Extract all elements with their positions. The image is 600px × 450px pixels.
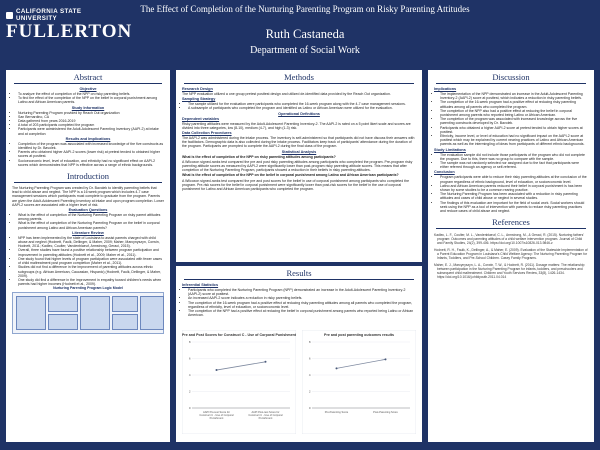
shield-icon xyxy=(6,12,13,19)
results-panel xyxy=(176,266,422,442)
logic-box xyxy=(140,296,164,330)
list-item: • Studies did not find a difference in the improvement of parenting attitudes across ethnic subgroups (e.g. African American, Caucasian, Hispanic) (Hodnett, Faulk, Dellinger, & Maher, 2009). xyxy=(18,265,164,278)
lit-review-list xyxy=(12,236,164,286)
list-item: • Latino and African American parents reduced their belief in corporal punishment is has been shown by some studies to be a common rearing practice. xyxy=(440,184,588,192)
implications-list xyxy=(434,92,588,147)
y-tick-label: 6 xyxy=(308,356,311,361)
x-tick-label: AAPI Post-test Score for Construct C - Use of Corporal Punishment xyxy=(248,411,283,420)
discussion-heading: Discussion xyxy=(436,72,586,84)
inferential-list xyxy=(182,288,416,317)
y-tick-label: 2 xyxy=(188,389,191,394)
data-point xyxy=(265,361,267,363)
study-info-list xyxy=(12,111,164,136)
results-charts xyxy=(182,330,416,436)
list-item: • San Bernardino, CA xyxy=(18,115,164,119)
implications-title: Implications xyxy=(434,87,457,91)
logic-model-title: Nurturing Parenting Program Logic Model xyxy=(53,286,123,291)
opdef-title: Operational Definitions xyxy=(278,111,320,116)
list-item: • Parents who obtained higher AAPI-2 scores (lower risk) at pretest tended to obtained higher scores at posttest. xyxy=(18,150,164,158)
campus-name: FULLERTON xyxy=(6,21,133,42)
inferential-title: Inferential Statistics xyxy=(182,283,219,287)
logic-box xyxy=(16,296,46,330)
methods-heading: Methods xyxy=(184,72,414,84)
chart-frame xyxy=(182,330,296,434)
data-point xyxy=(216,369,218,371)
reference-item: Kadlec, L. F., Coulter, M. L., Vandenblaeuf, C. L., Armstrong, M., & Geraci, R. (2015). Nurturing fathers' program: Outcomes and parenting attitudes of a child welfare intervention program. Journal of Child and Family Studies, 24(2), 399-406. https://doi.org/10.1007/s10826-013-9846-z xyxy=(434,233,584,246)
left-column xyxy=(6,70,170,442)
limitations-title: Study Limitations xyxy=(434,147,466,152)
list-item: • The evaluation sample did not include those participants of the program who did not complete the program. Due to this, there was no group to compare with the sample. xyxy=(440,153,588,161)
corporal-punishment-chart xyxy=(182,330,296,434)
list-item: • The sample utilized for the evaluation were participants who completed the 16-week program along with the 4-7 case management sessions. xyxy=(188,102,416,106)
list-item: • Socioeconomic level, level of education, and ethnicity had no significant effect on AAPI-2 scores which demonstrates that NPP is effective across a range of ethnic backgrounds. xyxy=(18,159,164,167)
list-item: • Overall, three studies have found a positive relationship between program participation and improvement in parenting attitudes (Hodnett et al., 2009; Maher et al., 2011). xyxy=(18,248,164,256)
stat-analysis-title: Statistical Analysis xyxy=(281,149,317,154)
y-tick-label: 0 xyxy=(188,406,191,410)
abstract-heading: Abstract xyxy=(14,72,162,84)
data-collection-text: The AAPI-2 was administered during the intake process. The inventory is self-administered so that participants did not have discuss their answers with the facilitators. Demographic data is also collected during the intake process. Facilitators keep track of participants' attendance during the duration of the program. Participants are prompted to complete the AAPI-2 during the final class of the program. xyxy=(182,136,415,149)
list-item: • The completion of the program was associated with increased knowledge across the five parenting constructs developed by Dr. Bavolek. xyxy=(440,117,588,125)
list-item: • A subsample of participants who completed the program and identified as Latino or African American were utilized for the evaluation. xyxy=(188,106,416,110)
results-impl-list xyxy=(12,142,164,167)
list-item: • What is the effect of completion of the Nurturing Parenting Program on the belief in corporal punishment among Latino and African American parents? xyxy=(18,221,164,229)
y-tick-label: 0 xyxy=(308,406,311,410)
list-item: • Data gathered from years 2016-2019 xyxy=(18,119,164,123)
list-item: • Ethnicity, income level, or level of education had no significant impact on the AAPI-2 score at posttest which may be explained by current nearing practices of Latino and African American parents as well as the intermingling of ideas from participants of different ethnic backgrounds. xyxy=(440,134,588,147)
list-item: • What is the effect of completion of the Nurturing Parenting Program on risky parent attitudes among parents. xyxy=(18,213,164,221)
results-impl-title: Results and Implications xyxy=(65,136,111,141)
conclusion-title: Conclusion xyxy=(434,170,455,175)
x-tick-label: Post-Parenting Score xyxy=(373,411,398,414)
dv-text: Risky parenting attitudes were measured by the Adult-Adolescent Parenting Inventory-2. The AAPI-2 is rated on a 5 point likert scale and scores are divided into three categories, low (8-10), medium (4-7), and high (1-3) risk. xyxy=(182,121,411,130)
list-item: • An increased AAPI-2 score indicates a reduction in risky parenting beliefs. xyxy=(188,296,416,300)
y-tick-label: 4 xyxy=(188,373,191,377)
logic-box xyxy=(112,314,138,330)
eval-questions-list xyxy=(12,213,164,230)
list-item: • The sample was not randomly selected nor assigned due to the fact that participants were either referred through an agency or self-referred. xyxy=(440,161,588,169)
data-collection-title: Data Collection Procedures xyxy=(182,131,232,136)
limitations-list xyxy=(434,153,588,170)
list-item: • Participants who obtained a higher AAPI-2 score at pretest tended to obtain higher scores at posttest. xyxy=(440,126,588,134)
list-item: • The findings of this evaluation are important for the field of social work. Social workers should seek using the NPP as a tool of intervention with parents to reduce risky parenting practices and reduce cases of child abuse and neglect. xyxy=(440,201,588,214)
list-item: • Completion of the program was associated with increased knowledge of the five constructs as identified by Dr. Bavolek. xyxy=(18,142,164,150)
logic-box xyxy=(48,314,78,330)
y-tick-label: 2 xyxy=(308,389,311,394)
author-name: Ruth Castaneda xyxy=(265,27,345,41)
list-item: • The completion of the NPP had a positive effect at reducing the belief in corporal punishment among parents who reported being Latino or African American. xyxy=(188,309,416,317)
department-name: Department of Social Work xyxy=(250,45,360,56)
question-1: What is the effect of completion of the NPP on risky parenting attitudes among participants? xyxy=(182,154,336,159)
list-item: • NPP has been implemented by the state of Louisiana to assist parents charged with child abuse and neglect (Hodnett, Faulk, Dellinger, & Maher, 2009; Maher, Marcynyszyn, Corwin, Hodnett, 2011; Kadlec, Coulter, Vandenblaeuf, Armstrong, Geraci, 2015). xyxy=(18,236,164,249)
chart-frame xyxy=(302,330,416,434)
list-item: • Program participants were able to reduce their risky parenting attitudes at the conclusion of the program regardless of ethnic background, level of education, or socioeconomic level. xyxy=(440,175,588,183)
references-list xyxy=(428,233,594,279)
list-item: • Participants who completed the Nurturing Parenting Program (NPP) demonstrated an increase in the Adult-Adolescent Parenting Inventory-2 (AAPI-2) score at posttest. xyxy=(188,288,416,296)
parenting-outcomes-chart xyxy=(302,330,416,434)
list-item: • A total of 203 participants completed the program xyxy=(18,123,164,127)
methods-panel xyxy=(176,70,422,262)
list-item: • One study did find a difference in the improvement in empathy toward children's needs when parents had higher incomes (Hodnett et al., 2009). xyxy=(18,278,164,286)
study-info-title: Study Information xyxy=(71,105,105,110)
reference-item: Hodnett, R. H., Faulk, K., Dellinger, A., & Maher, E. (2009). Evaluation of the Statewide Implementation of a Parent Education Program in Louisiana's Child Welfare Agency: The Nurturing Parenting Program for Infants, Toddlers, and Pre-School Children. Casey Family Programs. xyxy=(434,248,588,261)
chart-title: Pre and post parenting outcomes results xyxy=(324,333,394,337)
y-tick-label: 8 xyxy=(188,340,191,344)
sampling-title: Sampling Strategy xyxy=(182,97,216,102)
lit-review-title: Literature Review xyxy=(72,230,104,235)
eval-questions-title: Evaluation Questions xyxy=(68,208,108,213)
list-item: • The Nurturing Parenting Program has been associated with a reduction in risky parenting attitudes and cases of child abuse or neglect in several studies. xyxy=(440,192,588,200)
right-column xyxy=(428,70,594,442)
list-item: • The completion of the 16-week program had a positive effect at reducing risky parenting attitudes among all parents who completed the program, regardless of ethnicity, level of education, or socioeconomic level. xyxy=(188,301,416,309)
poster-title: The Effect of Completion of the Nurturing Parenting Program on Risky Parenting Attitudes xyxy=(140,4,470,14)
sampling-list xyxy=(182,102,416,110)
university-name: CALIFORNIA STATE UNIVERSITY xyxy=(15,8,82,22)
answer-2: A Wilcoxon signed-ranks test compared the pre and post scores for the belief in use of corporal punishment among participants who completed the program. Pre-risk scores for the belief in corporal punishment were significantly lower than post-risk scores for the belief in the use of corporal punishment for Latino and African American participants who completed the program. xyxy=(182,178,410,192)
logic-box xyxy=(80,296,110,330)
list-item: • Participants were administered the Adult-Adolescent Parenting Inventory (AAPI-2) at intake and at completion xyxy=(18,127,164,135)
logic-box xyxy=(48,296,78,312)
university-logo xyxy=(6,8,133,42)
answer-1: A Wilcoxon signed-ranks test compared the pre and post risky parenting attitudes among participants who completed the program. Pre-program risky parenting attitude scores as measured by AAPI-2 were significantly lower than post-program risky parenting attitude scores. This means that after completion of the Nurturing Parenting Program, participants showed a reduction in their beliefs in risky parenting attitudes. xyxy=(182,159,413,173)
logic-box xyxy=(112,296,138,312)
x-tick-label: AAPI Pre-test Score for Construct C - Use of Corporal Punishment xyxy=(199,411,234,420)
list-item: • Nurturing Parenting Program provided by Reach Out organization xyxy=(18,111,164,115)
conclusion-list xyxy=(434,175,588,213)
data-point xyxy=(336,367,338,369)
dv-title: Dependent variables xyxy=(182,116,220,121)
question-2: What is the effect of completion of the NPP on the belief in corporal punishment among Latino and African American participants? xyxy=(182,173,399,178)
poster-header xyxy=(0,0,600,68)
list-item: • The completion of the NPP also had a positive effect at reducing the belief in corporal punishment among parents who reported being Latino or African American. xyxy=(440,109,588,117)
objective-list xyxy=(12,92,164,105)
objective-title: Objective xyxy=(79,87,97,91)
list-item: • One study found that higher levels of program participation were associated with fewer cases of child maltreatment post program completion (Maher et al., 2011). xyxy=(18,257,164,265)
design-text: The NPP evaluation utilized a one group pretest posttest design and utilized de-identified data provided by the Reach Out organization. xyxy=(182,92,391,96)
y-tick-label: 8 xyxy=(308,340,311,344)
references-heading: References xyxy=(436,217,586,229)
chart-title: Pre and Post Scores for Construct C - Use of Corporal Punishment xyxy=(182,333,296,337)
list-item: • To analyze the effect of completion of the NPP on risky parenting beliefs. xyxy=(18,92,164,96)
introduction-text: The Nurturing Parenting Program was created by Dr. Bavolek to identify parenting beliefs that lead to child abuse and neglect. The NPP is a 16 week program which includes 4-7 case management sessions which participants must complete to graduate from the program. Parents are given the Adult-Adolescent Parenting Inventory at intake and upon program completion. Lower AAPI-2 scores are associated with a higher level of risk. xyxy=(12,186,164,207)
reference-item: Maher, E. J., Marcynyszyn, L. A., Corwin, T. W., & Hodnett, R. (2011). Dosage matters: The relationship between participation in the Nurturing Parenting Program for infants, toddlers, and preschoolers and subsequent child maltreatment. Children and Youth Services Review, 33(8), 1426-1434. https://doi.org/10.1016/j.childyouth.2011.04.014 xyxy=(434,263,585,280)
results-heading: Results xyxy=(184,268,414,280)
x-tick-label: Pre-Parenting Score xyxy=(324,411,349,414)
data-point xyxy=(385,358,387,360)
logic-model-diagram xyxy=(12,292,164,334)
list-item: • The completion of the 16-week program had a positive effect at reducing risky parenting attitudes among all parents who completed the program. xyxy=(440,100,588,108)
y-tick-label: 4 xyxy=(308,373,311,377)
design-title: Research Design xyxy=(182,87,213,91)
y-tick-label: 6 xyxy=(188,356,191,361)
list-item: • The implementation of the NPP demonstrated an increase in the Adult-Adolescent Parenting Inventory-2 (AAPI-2) score at posttest, which indicates a reduction in risky parenting beliefs. xyxy=(440,92,588,100)
introduction-heading: Introduction xyxy=(14,171,162,183)
list-item: • To find the effect of the completion of the NPP on the belief in corporal punishment among Latino and African American parents. xyxy=(18,96,164,104)
